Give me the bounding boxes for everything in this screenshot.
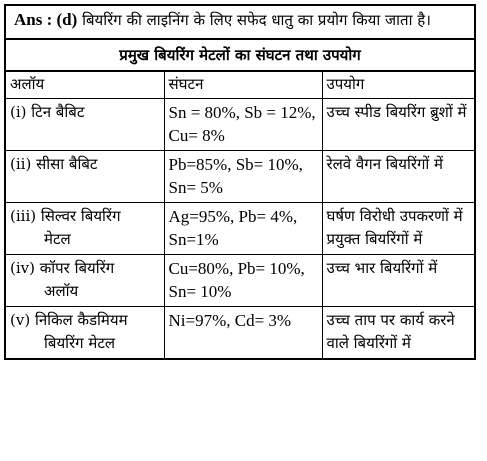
alloy-name: (iv) कॉपर बियरिंग (10, 259, 115, 277)
header-composition: संघटन (164, 72, 322, 99)
alloy-name-cont: अलॉय (44, 282, 79, 300)
alloy-name: (ii) सीसा बैबिट (10, 155, 98, 173)
alloy-cell (6, 307, 164, 359)
composition-cell: Pb=85%, Sb= 10%, Sn= 5% (164, 151, 322, 203)
use-cell: उच्च स्पीड बियरिंग ब्रुशों में (322, 99, 474, 151)
answer-frame (4, 4, 476, 360)
answer-lead: Ans : (d) (14, 10, 78, 29)
table-row (6, 151, 474, 203)
composition-cell: Ni=97%, Cd= 3% (164, 307, 322, 359)
alloy-name: (v) निकिल कैडमियम (10, 311, 128, 329)
alloy-name-cont: बियरिंग मेटल (44, 334, 116, 352)
alloy-cell (6, 99, 164, 151)
answer-paragraph (6, 6, 474, 40)
use-cell: रेलवे वैगन बियरिंगों में (322, 151, 474, 203)
alloy-name: (i) टिन बैबिट (10, 103, 85, 121)
alloy-name-cont: मेटल (44, 230, 71, 248)
alloy-cell (6, 151, 164, 203)
table-header-row (6, 72, 474, 99)
table-title: प्रमुख बियरिंग मेटलों का संघटन तथा उपयोग (6, 40, 474, 72)
answer-text: बियरिंग की लाइनिंग के लिए सफेद धातु का प्रयोग किया जाता है। (82, 11, 431, 29)
use-cell: उच्च भार बियरिंगों में (322, 255, 474, 307)
alloy-name: (iii) सिल्वर बियरिंग (10, 207, 121, 225)
composition-cell: Cu=80%, Pb= 10%, Sn= 10% (164, 255, 322, 307)
use-cell: घर्षण विरोधी उपकरणों में प्रयुक्त बियरिंगों में (322, 203, 474, 255)
table-row (6, 307, 474, 359)
composition-cell: Sn = 80%, Sb = 12%, Cu= 8% (164, 99, 322, 151)
bearing-metals-table (6, 72, 474, 358)
table-row (6, 255, 474, 307)
header-alloy: अलॉय (6, 72, 164, 99)
use-cell: उच्च ताप पर कार्य करने वाले बियरिंगों में (322, 307, 474, 359)
table-row (6, 203, 474, 255)
alloy-cell (6, 203, 164, 255)
header-use: उपयोग (322, 72, 474, 99)
table-row (6, 99, 474, 151)
alloy-cell (6, 255, 164, 307)
composition-cell: Ag=95%, Pb= 4%, Sn=1% (164, 203, 322, 255)
